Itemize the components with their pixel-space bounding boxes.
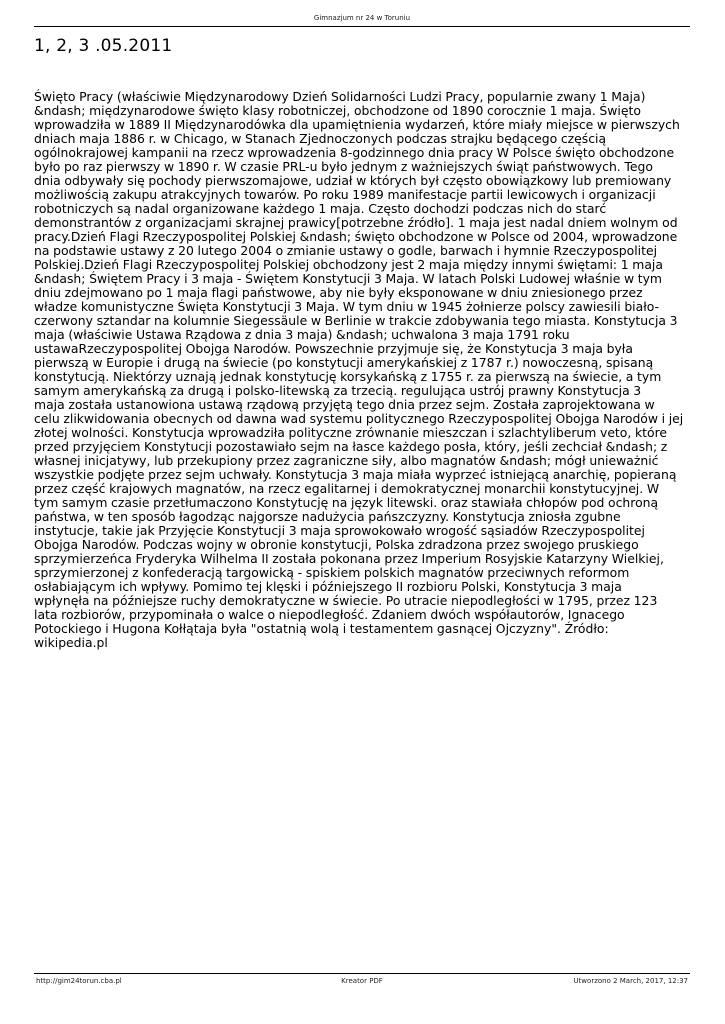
page-header: [34, 12, 690, 27]
footer-created-date: Utworzono 2 March, 2017, 12:37: [573, 977, 688, 985]
article-body: Święto Pracy (właściwie Międzynarodowy Dzień Solidarności Ludzi Pracy, popularnie zwany 1 Maja) &ndash; międzynarodowe święto klasy robotniczej, obchodzone od 1890 corocznie 1 maja. Święto wprowadziła w 1889 II Międzynarodówka dla upamiętnienia wydarzeń, które miały miejsce w pierwszych dniach maja 1886 r. w Chicago, w Stanach Zjednoczonych podczas strajku będącego częścią ogólnokrajowej kampanii na rzecz wprowadzenia 8-godzinnego dnia pracy W Polsce święto obchodzone było po raz pierwszy w 1890 r. W czasie PRL-u było jednym z ważniejszych świąt państwowych. Tego dnia odbywały się pochody pierwszomajowe, udział w których był często obowiązkowy lub premiowany możliwością zakupu atrakcyjnych towarów. Po roku 1989 manifestacje partii lewicowych i organizacji robotniczych są nadal organizowane każdego 1 maja. Często dochodzi podczas nich do starć demonstrantów z organizacjami skrajnej prawicy[potrzebne źródło]. 1 maja jest nadal dniem wolnym od pracy.Dzień Flagi Rzeczypospolitej Polskiej &ndash; święto obchodzone w Polsce od 2004, wprowadzone na podstawie ustawy z 20 lutego 2004 o zmianie ustawy o godle, barwach i hymnie Rzeczypospolitej Polskiej.Dzień Flagi Rzeczypospolitej Polskiej obchodzony jest 2 maja między innymi świętami: 1 maja &ndash; Świętem Pracy i 3 maja - Świętem Konstytucji 3 Maja. W latach Polski Ludowej właśnie w tym dniu zdejmowano po 1 maja flagi państwowe, aby nie były eksponowane w dniu zniesionego przez władze komunistyczne Święta Konstytucji 3 Maja. W tym dniu w 1945 żołnierze polscy zawiesili biało- czerwony sztandar na kolumnie Siegessäule w Berlinie w trakcie zdobywania tego miasta. Konstytucja 3 maja (właściwie Ustawa Rządowa z dnia 3 maja) &ndash; uchwalona 3 maja 1791 roku ustawaRzeczypospolitej Obojga Narodów. Powszechnie przyjmuje się, że Konstytucja 3 maja była pierwszą w Europie i drugą na świecie (po konstytucji amerykańskiej z 1787 r.) nowoczesną, spisaną konstytucją. Niektórzy uznają jednak konstytucję korsykańską z 1755 r. za pierwszą na świecie, a tym samym amerykańską za drugą i polsko-litewską za trzecią. regulująca ustrój prawny Konstytucja 3 maja została ustanowiona ustawą rządową przyjętą tego dnia przez sejm. Została zaprojektowana w celu zlikwidowania obecnych od dawna wad systemu politycznego Rzeczypospolitej Obojga Narodów i jej złotej wolności. Konstytucja wprowadziła polityczne zrównanie mieszczan i szlachtyliberum veto, które przed przyjęciem Konstytucji pozostawiało sejm na łasce każdego posła, który, jeśli zechciał &ndash; z własnej inicjatywy, lub przekupiony przez zagraniczne siły, albo magnatów &ndash; mógł unieważnić wszystkie podjęte przez sejm uchwały. Konstytucja 3 maja miała wyprzeć istniejącą anarchię, popieraną przez część krajowych magnatów, na rzecz egalitarnej i demokratycznej monarchii konstytucyjnej. W tym samym czasie przetłumaczono Konstytucję na język litewski. oraz stawiała chłopów pod ochroną państwa, w ten sposób łagodząc najgorsze nadużycia pańszczyzny. Konstytucja zniosła zgubne instytucje, takie jak Przyjęcie Konstytucji 3 maja sprowokowało wrogość sąsiadów Rzeczypospolitej Obojga Narodów. Podczas wojny w obronie konstytucji, Polska zdradzona przez swojego pruskiego sprzymierzeńca Fryderyka Wilhelma II została pokonana przez Imperium Rosyjskie Katarzyny Wielkiej, sprzymierzonej z konfederacją targowicką - spiskiem polskich magnatów przeciwnych reformom osłabiającym ich wpływy. Pomimo tej klęski i późniejszego II rozbioru Polski, Konstytucja 3 maja wpłynęła na późniejsze ruchy demokratyczne w świecie. Po utracie niepodległości w 1795, przez 123 lata rozbiorów, przypominała o walce o niepodległość. Zdaniem dwóch współautorów, Ignacego Potockiego i Hugona Kołłątaja była "ostatnią wolą i testamentem gasnącej Ojczyzny". Źródło: wikipedia.pl: [34, 89, 684, 650]
article-title: 1, 2, 3 .05.2011: [34, 36, 173, 56]
header-site-name: Gimnazjum nr 24 w Toruniu: [313, 14, 411, 22]
page-footer: [34, 973, 690, 988]
footer-generator: Kreator PDF: [341, 977, 383, 985]
footer-url-link[interactable]: http://gim24torun.cba.pl: [36, 977, 122, 985]
